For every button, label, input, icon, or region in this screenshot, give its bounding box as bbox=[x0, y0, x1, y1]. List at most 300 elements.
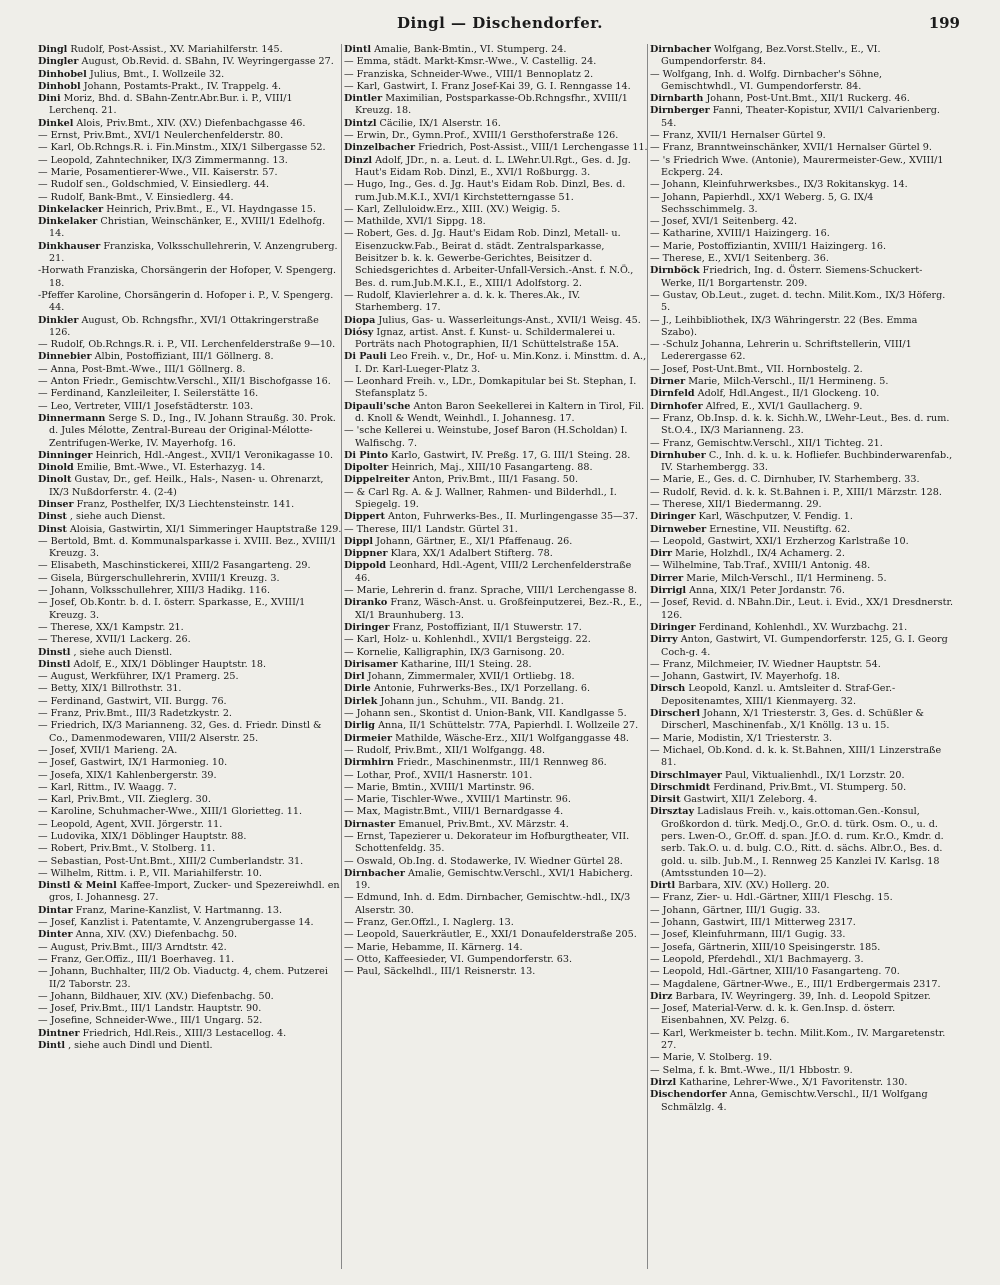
entry-details: Christian, Weinschänker, E., XVIII/1 Edelhofg. 14. bbox=[49, 216, 326, 240]
entry-details: — Ernst, Priv.Bmt., XVI/1 Neulerchenfelderstr. 80. bbox=[38, 130, 284, 142]
entry-surname: Dingl bbox=[38, 44, 68, 55]
directory-entry bbox=[344, 659, 649, 671]
directory-entry bbox=[650, 179, 955, 191]
entry-details: Franz, Marine-Kanzlist, V. Hartmanng. 13. bbox=[75, 904, 282, 916]
entry-details: — Magdalene, Gärtner-Wwe., E., III/1 Erdbergermais 2317. bbox=[650, 978, 941, 990]
directory-entry bbox=[344, 511, 649, 523]
directory-entry bbox=[38, 1028, 343, 1040]
entry-surname: Dirl bbox=[344, 671, 365, 683]
entry-details: — Therese, E., XVI/1 Seitenberg. 36. bbox=[650, 253, 829, 265]
directory-entry bbox=[344, 548, 649, 560]
entry-details: Ferdinand, Priv.Bmt., VI. Stumperg. 50. bbox=[713, 781, 907, 793]
directory-entry bbox=[650, 44, 955, 69]
directory-entry bbox=[650, 1077, 955, 1089]
directory-entry bbox=[38, 93, 343, 118]
directory-entry bbox=[38, 560, 343, 572]
directory-entry bbox=[344, 720, 649, 732]
directory-entry bbox=[344, 892, 649, 917]
entry-details: Adolf, E., XIX/1 Döblinger Hauptstr. 18. bbox=[73, 658, 267, 670]
directory-entry bbox=[344, 56, 649, 68]
directory-entry bbox=[344, 794, 649, 806]
directory-entry bbox=[650, 290, 955, 315]
directory-entry bbox=[650, 892, 955, 904]
directory-entry bbox=[344, 216, 649, 228]
directory-entry bbox=[650, 683, 955, 708]
entry-details: — Karl, Rittm., IV. Waagg. 7. bbox=[38, 781, 177, 793]
entry-details: Johann, X/1 Triesterstr. 3, Ges. d. Schüßler & Dirscherl, Maschinenfab., X/1 Knöllg. 13 u. 15. bbox=[661, 708, 924, 732]
entry-details: — Johann, Bildhauer, XIV. (XV.) Diefenbachg. 50. bbox=[38, 990, 274, 1002]
page-number: 199 bbox=[928, 14, 960, 32]
directory-entry bbox=[38, 696, 343, 708]
entry-surname: Dirsztay bbox=[650, 806, 695, 818]
directory-entry bbox=[650, 93, 955, 105]
entry-details: — Therese, XVII/1 Lackerg. 26. bbox=[38, 634, 191, 646]
directory-entry bbox=[650, 880, 955, 892]
entry-surname: Dirnaster bbox=[344, 818, 396, 830]
directory-entry bbox=[344, 757, 649, 769]
entry-details: — J., Leihbibliothek, IX/3 Währingerstr. 22 (Bes. Emma Szabo). bbox=[650, 314, 918, 338]
entry-surname: Dinstl bbox=[38, 658, 71, 670]
entry-details: Paul, Viktualienhdl., IX/1 Lorzstr. 20. bbox=[725, 769, 905, 781]
entry-details: — Franz, Ob.Insp. d. k. k. Sichh.W., LWehr-Leut., Bes. d. rum. St.O.4., IX/3 Marianneng. 23. bbox=[650, 412, 950, 437]
directory-entry bbox=[38, 351, 343, 363]
directory-entry bbox=[38, 929, 343, 941]
entry-details: Julius, Bmt., I. Wollzeile 32. bbox=[89, 68, 225, 80]
entry-details: — -Schulz Johanna, Lehrerin u. Schriftstellerin, VIII/1 Lederergasse 62. bbox=[650, 339, 912, 363]
entry-details: Heinrich, Priv.Bmt., E., VI. Haydngasse 15. bbox=[106, 203, 316, 215]
entry-details: — Karl, Holz- u. Kohlenhdl., XVII/1 Bergsteigg. 22. bbox=[344, 634, 591, 646]
directory-entry bbox=[38, 573, 343, 585]
entry-details: Anton, Priv.Bmt., III/1 Fasang. 50. bbox=[412, 474, 579, 486]
entry-details: Leonhard, Hdl.-Agent, VIII/2 Lerchenfelderstraße 46. bbox=[355, 560, 632, 584]
directory-entry bbox=[650, 511, 955, 523]
directory-entry bbox=[38, 364, 343, 376]
entry-details: Kaffee-Import, Zucker- und Spezereiwhdl. en gros, I. Johannesg. 27. bbox=[49, 880, 340, 904]
entry-details: Heinrich, Maj., XIII/10 Fasangarteng. 88. bbox=[391, 462, 593, 474]
entry-surname: Dinninger bbox=[38, 449, 93, 461]
directory-entry bbox=[38, 966, 343, 991]
entry-details: Leo Freih. v., Dr., Hof- u. Min.Konz. i. Minsttm. d. A., I. Dr. Karl-Lueger-Platz 3. bbox=[355, 351, 647, 375]
directory-entry bbox=[344, 634, 649, 646]
directory-entry bbox=[344, 585, 649, 597]
entry-details: Johann, Postamts-Prakt., IV. Trappelg. 4. bbox=[83, 80, 282, 92]
entry-details: — August, Werkführer, IX/1 Pramerg. 25. bbox=[38, 671, 239, 683]
directory-entry bbox=[650, 499, 955, 511]
entry-details: — Johann sen., Skontist d. Union-Bank, VII. Kandlgasse 5. bbox=[344, 708, 627, 720]
directory-entry bbox=[650, 438, 955, 450]
entry-details: — Marie, Tischler-Wwe., XVIII/1 Martinstr. 96. bbox=[344, 794, 571, 806]
directory-entry bbox=[650, 548, 955, 560]
entry-details: Anton, Fuhrwerks-Bes., II. Murlingengasse 35—37. bbox=[388, 511, 638, 523]
entry-details: Emanuel, Priv.Bmt., XV. Märzstr. 4. bbox=[398, 818, 569, 830]
directory-entry bbox=[38, 757, 343, 769]
entry-surname: Dirr bbox=[650, 548, 673, 560]
directory-entry bbox=[650, 536, 955, 548]
entry-details: — Robert, Ges. d. Jg. Haut's Eidam Rob. Dinzl, Metall- u. Eisenzuckw.Fab., Beirat d. städt. Zentralsparkasse, Beisitzer b. k. k. Gewerbe-Gerichtes, Beisitzer d. Schiedsgerichtes d. Arbeiter-Unfall-Versich.-Anst. f. N.Ö., Bes. d. rum.Jub.M.K.I., E., XIII/1 Adolfstorg. 2. bbox=[344, 228, 634, 289]
directory-entry bbox=[344, 228, 649, 289]
directory-entry bbox=[344, 142, 649, 154]
directory-entry bbox=[38, 315, 343, 340]
directory-entry bbox=[344, 683, 649, 695]
directory-entry bbox=[650, 1089, 955, 1114]
entry-details: — Kornelie, Kalligraphin, IX/3 Garnisong. 20. bbox=[344, 646, 565, 658]
entry-details: — Ferdinand, Kanzleileiter, I. Seilerstätte 16. bbox=[38, 388, 259, 400]
directory-entry bbox=[650, 991, 955, 1003]
directory-entry bbox=[38, 1040, 343, 1052]
entry-details: — Johann, Kleinfuhrwerksbes., IX/3 Rokitanskyg. 14. bbox=[650, 179, 908, 191]
directory-entry bbox=[38, 905, 343, 917]
entry-details: — Hugo, Ing., Ges. d. Jg. Haut's Eidam Rob. Dinzl, Bes. d. rum.Jub.M.K.I., XVI/1 Kirchstetterngasse 51. bbox=[344, 179, 626, 203]
entry-details: — Franz, XVII/1 Hernalser Gürtel 9. bbox=[650, 130, 826, 142]
entry-details: Mathilde, Wäsche-Erz., XII/1 Wolfganggasse 48. bbox=[395, 732, 629, 744]
entry-surname: Diringer bbox=[650, 511, 696, 523]
entry-surname: Dinstl & Meinl bbox=[38, 880, 117, 892]
directory-entry bbox=[344, 450, 649, 462]
entry-surname: Dinstl bbox=[38, 646, 71, 658]
entry-details: — Johann, Gastwirt, IV. Mayerhofg. 18. bbox=[650, 671, 840, 683]
entry-details: — Karl, Priv.Bmt., VII. Zieglerg. 30. bbox=[38, 794, 211, 806]
entry-surname: Dirnhuber bbox=[650, 449, 706, 461]
directory-entry bbox=[650, 1065, 955, 1077]
entry-details: — Therese, III/1 Landstr. Gürtel 31. bbox=[344, 523, 518, 535]
directory-entry bbox=[38, 499, 343, 511]
directory-entry bbox=[344, 831, 649, 856]
entry-details: Fanni, Theater-Kopistur, XVII/1 Calvarienberg. 54. bbox=[661, 105, 940, 129]
directory-entry bbox=[344, 69, 649, 81]
entry-details: — Edmund, Inh. d. Edm. Dirnbacher, Gemischtw.-hdl., IX/3 Alserstr. 30. bbox=[344, 892, 631, 916]
directory-entry bbox=[38, 942, 343, 954]
directory-entry bbox=[38, 806, 343, 818]
entry-details: Albin, Postoffiziant, III/1 Göllnerg. 8. bbox=[94, 351, 274, 363]
entry-surname: Dirsch bbox=[650, 683, 686, 695]
entry-surname: Dintl bbox=[344, 44, 372, 55]
entry-details: Rudolf, Post-Assist., XV. Mariahilferstr. 145. bbox=[70, 44, 283, 55]
directory-entry bbox=[344, 81, 649, 93]
entry-surname: Diringer bbox=[650, 621, 696, 633]
entry-details: Heinrich, Hdl.-Angest., XVII/1 Veronikagasse 10. bbox=[95, 449, 334, 461]
directory-entry bbox=[650, 364, 955, 376]
directory-entry bbox=[650, 69, 955, 94]
entry-surname: Dirnbacher bbox=[344, 867, 405, 879]
entry-details: Friedr., Maschinenmstr., III/1 Rennweg 86. bbox=[396, 757, 607, 769]
directory-entry bbox=[344, 560, 649, 585]
entry-details: Katharine, Lehrer-Wwe., X/1 Favoritenstr. 130. bbox=[679, 1076, 908, 1088]
entry-details: Karlo, Gastwirt, IV. Preßg. 17, G. III/1 Steing. 28. bbox=[391, 449, 631, 461]
directory-entry bbox=[650, 155, 955, 180]
entry-surname: Dinst bbox=[38, 523, 67, 535]
directory-entry bbox=[38, 683, 343, 695]
entry-surname: Dinnebier bbox=[38, 351, 92, 363]
entry-details: — Lothar, Prof., XVII/1 Hasnerstr. 101. bbox=[344, 769, 533, 781]
entry-details: — 'sche Kellerei u. Weinstube, Josef Baron (H.Scholdan) I. Walfischg. 7. bbox=[344, 425, 628, 449]
entry-details: Franz, Posthelfer, IX/3 Liechtensteinstr. 141. bbox=[76, 498, 295, 510]
entry-surname: Dirner bbox=[650, 376, 686, 388]
entry-details: -Pfeffer Karoline, Chorsängerin d. Hofoper i. P., V. Spengerg. 44. bbox=[38, 289, 334, 314]
entry-details: Amalie, Gemischtw.Verschl., XVI/1 Habicherg. 19. bbox=[355, 867, 633, 892]
entry-details: — Rudolf, Klavierlehrer a. d. k. k. Theres.Ak., IV. Starhemberg. 17. bbox=[344, 289, 581, 314]
entry-details: — Johann, Papierhdl., XX/1 Weberg. 5, G. IX/4 Sechsschimmelg. 3. bbox=[650, 191, 874, 215]
entry-surname: Dippl bbox=[344, 535, 374, 547]
directory-entry bbox=[344, 733, 649, 745]
entry-details: — Friedrich, IX/3 Marianneng. 32, Ges. d. Friedr. Dinstl & Co., Damenmodewaren, VIII/2 Alserstr. 25. bbox=[38, 720, 322, 744]
entry-details: Anna, Gemischtw.Verschl., II/1 Wolfgang Schmälzlg. 4. bbox=[661, 1089, 928, 1113]
directory-entry bbox=[38, 917, 343, 929]
directory-entry bbox=[650, 413, 955, 438]
directory-entry bbox=[38, 954, 343, 966]
directory-entry bbox=[344, 351, 649, 376]
entry-details: — Marie, Posamentierer-Wwe., VII. Kaiserstr. 57. bbox=[38, 166, 278, 178]
entry-surname: Dischendorfer bbox=[650, 1089, 727, 1101]
directory-entry bbox=[344, 806, 649, 818]
entry-details: — Karl, Gastwirt, I. Franz Josef-Kai 39, G. I. Renngasse 14. bbox=[344, 80, 631, 92]
entry-details: , siehe auch Dienst. bbox=[69, 511, 166, 523]
entry-surname: Dirzl bbox=[650, 1076, 677, 1088]
directory-entry bbox=[38, 155, 343, 167]
entry-surname: Dintner bbox=[38, 1027, 80, 1039]
entry-surname: Dinkelaker bbox=[38, 216, 98, 228]
entry-details: — Robert, Priv.Bmt., V. Stolberg. 11. bbox=[38, 843, 216, 855]
directory-entry bbox=[650, 524, 955, 536]
entry-details: — Johann, Buchhalter, III/2 Ob. Viaductg. 4, chem. Putzerei II/2 Taborstr. 23. bbox=[38, 966, 328, 990]
entry-details: Johann, Zimmermaler, XVII/1 Ortliebg. 18. bbox=[367, 671, 575, 683]
entry-details: Alois, Priv.Bmt., XIV. (XV.) Diefenbachgasse 46. bbox=[76, 117, 306, 129]
directory-entry bbox=[344, 856, 649, 868]
directory-entry bbox=[38, 413, 343, 450]
directory-entry bbox=[344, 425, 649, 450]
directory-entry bbox=[344, 868, 649, 893]
entry-details: — Betty, XIX/1 Billrothstr. 31. bbox=[38, 683, 182, 695]
directory-entry bbox=[38, 634, 343, 646]
entry-details: Marie, Milch-Verschl., II/1 Hermineng. 5. bbox=[688, 376, 889, 388]
entry-details: — Gustav, Ob.Leut., zuget. d. techn. Milit.Kom., IX/3 Höferg. 5. bbox=[650, 289, 946, 314]
entry-surname: Dirmhirn bbox=[344, 757, 394, 769]
entry-details: August, Ob. Rchngsfhr., XVI/1 Ottakringerstraße 126. bbox=[49, 314, 319, 338]
directory-entry bbox=[344, 44, 649, 56]
entry-details: Serge S. D., Ing., IV. Johann Straußg. 30. Prok. d. Jules Mélotte, Zentral-Bureau der Original-Mélotte-Zentrifugen-Werke, IV. Mayerhofg. 16. bbox=[49, 412, 336, 449]
directory-entry bbox=[650, 929, 955, 941]
entry-details: Antonie, Fuhrwerks-Bes., IX/1 Porzellang. 6. bbox=[373, 683, 591, 695]
entry-details: Franziska, Volksschullehrerin, V. Anzengruberg. 21. bbox=[49, 240, 338, 265]
directory-entry bbox=[650, 216, 955, 228]
directory-entry bbox=[344, 474, 649, 486]
entry-surname: Diopa bbox=[344, 314, 376, 326]
directory-entry bbox=[344, 130, 649, 142]
directory-entry bbox=[38, 659, 343, 671]
entry-details: Marie, Milch-Verschl., II/1 Hermineng. 5. bbox=[686, 572, 887, 584]
entry-surname: Dinolt bbox=[38, 474, 72, 486]
entry-surname: Dintler bbox=[344, 93, 383, 105]
directory-entry bbox=[38, 819, 343, 831]
entry-details: — Oswald, Ob.Ing. d. Stodawerke, IV. Wiedner Gürtel 28. bbox=[344, 855, 623, 867]
entry-details: — Franz, Ger.Offzl., I. Naglerg. 13. bbox=[344, 917, 514, 929]
entry-details: — Anton Friedr., Gemischtw.Verschl., XII/1 Bischofgasse 16. bbox=[38, 376, 331, 388]
directory-entry bbox=[344, 745, 649, 757]
directory-entry bbox=[38, 265, 343, 290]
entry-details: — Michael, Ob.Kond. d. k. k. St.Bahnen, XIII/1 Linzerstraße 81. bbox=[650, 744, 942, 769]
directory-entry bbox=[38, 241, 343, 266]
entry-details: — Rudolf sen., Goldschmied, V. Einsiedlerg. 44. bbox=[38, 179, 270, 191]
directory-entry bbox=[38, 745, 343, 757]
directory-entry bbox=[650, 794, 955, 806]
entry-details: — Marie, Postoffiziantin, XVIII/1 Haizingerg. 16. bbox=[650, 240, 886, 252]
entry-details: Katharine, III/1 Steing. 28. bbox=[400, 658, 532, 670]
entry-details: — Leopold, Hdl.-Gärtner, XIII/10 Fasangarteng. 70. bbox=[650, 966, 900, 978]
entry-details: Ladislaus Freih. v., kais.ottoman.Gen.-Konsul, Großkordon d. türk. Medj.O., Gr.O. d. türk. Osm. O., u. d. pers. Lwen-O., Gr.Off. d. span. Jf.O. d. rum. Kr.O., Kmdr. d. serb. Tak.O. u. d. bulg. C.O., Ritt. d. sächs. Albr.O., Bes. d. gold. u. silb. Jub.M., I. Rennweg 25 Kanzlei IV. Karlsg. 18 (Amtsstunden 10—2). bbox=[661, 806, 944, 879]
entry-details: — Mathilde, XVI/1 Sippg. 18. bbox=[344, 216, 486, 228]
directory-entry bbox=[344, 966, 649, 978]
entry-surname: Dirnbarth bbox=[650, 93, 704, 105]
entry-surname: Dipauli'sche bbox=[344, 400, 411, 412]
entry-details: Johann jun., Schuhm., VII. Bandg. 21. bbox=[380, 695, 564, 707]
directory-entry bbox=[650, 401, 955, 413]
directory-entry bbox=[344, 708, 649, 720]
entry-details: Franz, Wäsch-Anst. u. Großfeinputzerei, Bez.-R., E., XI/1 Braunhuberg. 13. bbox=[355, 597, 643, 621]
entry-details: — Marie, E., Ges. d. C. Dirnhuber, IV. Starhemberg. 33. bbox=[650, 474, 920, 486]
entry-surname: Dintl bbox=[38, 1040, 66, 1052]
entry-details: C., Inh. d. k. u. k. Hofliefer. Buchbinderwarenfab., IV. Starhembergg. 33. bbox=[661, 449, 953, 474]
directory-entry bbox=[650, 917, 955, 929]
entry-surname: Dintar bbox=[38, 904, 73, 916]
directory-entry bbox=[38, 597, 343, 622]
entry-details: — Max, Magistr.Bmt., VIII/1 Bernardgasse 4. bbox=[344, 806, 564, 818]
entry-surname: Dinzl bbox=[344, 154, 373, 166]
entry-details: — Emma, städt. Markt-Kmsr.-Wwe., V. Castellig. 24. bbox=[344, 56, 597, 68]
entry-details: — Bertold, Bmt. d. Kommunalsparkasse i. XVIII. Bez., XVIII/1 Kreuzg. 3. bbox=[38, 535, 337, 560]
entry-surname: Dirrer bbox=[650, 572, 684, 584]
entry-details: Aloisia, Gastwirtin, XI/1 Simmeringer Hauptstraße 129. bbox=[69, 523, 342, 535]
entry-details: Moriz, Bhd. d. SBahn-Zentr.Abr.Bur. i. P., VIII/1 Lerchenq. 21. bbox=[49, 93, 293, 117]
entry-details: — Marie, Modistin, X/1 Triesterstr. 3. bbox=[650, 732, 833, 744]
entry-surname: Dirschlmayer bbox=[650, 769, 722, 781]
entry-details: — Josef, Priv.Bmt., III/1 Landstr. Hauptstr. 90. bbox=[38, 1003, 262, 1015]
directory-entry bbox=[650, 634, 955, 659]
entry-details: Alfred, E., XVI/1 Gaullacherg. 9. bbox=[705, 400, 863, 412]
directory-entry bbox=[38, 856, 343, 868]
directory-entry bbox=[38, 782, 343, 794]
entry-details: — Josef, Kleinfuhrmann, III/1 Gugig. 33. bbox=[650, 929, 846, 941]
directory-entry bbox=[344, 524, 649, 536]
entry-surname: Dinter bbox=[38, 929, 73, 941]
entry-details: — Sebastian, Post-Unt.Bmt., XIII/2 Cumberlandstr. 31. bbox=[38, 855, 304, 867]
entry-details: — Wolfgang, Inh. d. Wolfg. Dirnbacher's Söhne, Gemischtwhdl., VI. Gumpendorferstr. 84. bbox=[650, 68, 883, 92]
directory-entry bbox=[650, 105, 955, 130]
directory-entry bbox=[650, 597, 955, 622]
directory-column-1 bbox=[38, 44, 343, 1269]
entry-surname: Diringer bbox=[344, 621, 390, 633]
entry-details: Ferdinand, Kohlenhdl., XV. Wurzbachg. 21. bbox=[698, 621, 908, 633]
entry-surname: Dirtl bbox=[650, 880, 676, 892]
entry-details: — Rudolf, Ob.Rchngs.R. i. P., VII. Lerchenfelderstraße 9—10. bbox=[38, 339, 336, 351]
directory-entry bbox=[38, 179, 343, 191]
directory-entry bbox=[38, 843, 343, 855]
entry-details: Cäcilie, IX/1 Alserstr. 16. bbox=[379, 117, 501, 129]
directory-entry bbox=[650, 192, 955, 217]
directory-entry bbox=[38, 401, 343, 413]
directory-entry bbox=[38, 536, 343, 561]
entry-details: Maximilian, Postsparkasse-Ob.Rchngsfhr., XVIII/1 Kreuzg. 18. bbox=[355, 93, 628, 117]
entry-details: Barbara, IV. Weyringerg. 39, Inh. d. Leopold Spitzer. bbox=[675, 990, 931, 1002]
directory-entry bbox=[650, 942, 955, 954]
entry-details: — Karl, Werkmeister b. techn. Milit.Kom., IV. Margaretenstr. 27. bbox=[650, 1027, 946, 1052]
entry-details: — Ferdinand, Gastwirt, VII. Burgg. 76. bbox=[38, 695, 227, 707]
entry-surname: Dipolter bbox=[344, 462, 389, 474]
entry-surname: Dirschmidt bbox=[650, 781, 711, 793]
directory-entry bbox=[38, 991, 343, 1003]
entry-details: Friedrich, Hdl.Reis., XIII/3 Lestacellog. 4. bbox=[82, 1027, 287, 1039]
entry-surname: Dirz bbox=[650, 990, 673, 1002]
directory-entry bbox=[38, 376, 343, 388]
entry-details: — Gisela, Bürgerschullehrerin, XVIII/1 Kreuzg. 3. bbox=[38, 572, 280, 584]
entry-surname: Dirlig bbox=[344, 720, 376, 732]
entry-surname: Dirscherl bbox=[650, 708, 701, 720]
entry-surname: Dirry bbox=[650, 634, 678, 646]
directory-entry bbox=[38, 831, 343, 843]
entry-details: Anton, Gastwirt, VI. Gumpendorferstr. 125, G. I. Georg Coch-g. 4. bbox=[661, 634, 948, 658]
directory-entry bbox=[344, 770, 649, 782]
directory-entry bbox=[38, 794, 343, 806]
entry-details: Friedrich, Post-Assist., VIII/1 Lerchengasse 11. bbox=[418, 142, 648, 154]
entry-details: — Josef, Gastwirt, IX/1 Harmonieg. 10. bbox=[38, 757, 228, 769]
directory-entry bbox=[344, 290, 649, 315]
directory-entry bbox=[38, 770, 343, 782]
directory-entry bbox=[650, 770, 955, 782]
entry-surname: Dirlek bbox=[344, 695, 378, 707]
entry-surname: Di Pauli bbox=[344, 351, 387, 363]
directory-entry bbox=[650, 733, 955, 745]
entry-surname: Dirnbacher bbox=[650, 44, 711, 55]
directory-entry bbox=[650, 954, 955, 966]
entry-details: — Rudolf, Revid. d. k. k. St.Bahnen i. P., XIII/1 Märzstr. 128. bbox=[650, 486, 942, 498]
entry-details: — Leopold, Zahntechniker, IX/3 Zimmermanng. 13. bbox=[38, 154, 288, 166]
directory-entry bbox=[650, 1052, 955, 1064]
directory-entry bbox=[650, 253, 955, 265]
directory-entry bbox=[650, 560, 955, 572]
entry-surname: Dini bbox=[38, 93, 61, 105]
directory-column-3 bbox=[650, 44, 955, 1269]
directory-entry bbox=[344, 179, 649, 204]
entry-details: — Otto, Kaffeesieder, VI. Gumpendorferstr. 63. bbox=[344, 953, 573, 965]
entry-details: — Franziska, Schneider-Wwe., VIII/1 Bennoplatz 2. bbox=[344, 68, 594, 80]
directory-entry bbox=[344, 204, 649, 216]
directory-entry bbox=[344, 327, 649, 352]
directory-entry bbox=[38, 1003, 343, 1015]
directory-entry bbox=[650, 966, 955, 978]
entry-details: — Rudolf, Bank-Bmt., V. Einsiedlerg. 44. bbox=[38, 191, 234, 203]
entry-details: — Therese, XX/1 Kampstr. 21. bbox=[38, 621, 184, 633]
directory-entry bbox=[344, 401, 649, 426]
directory-entry bbox=[650, 659, 955, 671]
directory-entry bbox=[38, 167, 343, 179]
directory-entry bbox=[38, 462, 343, 474]
entry-details: — Josef, Material-Verw. d. k. k. Gen.Insp. d. österr. Eisenbahnen, XV. Pelzg. 6. bbox=[650, 1003, 896, 1027]
directory-entry bbox=[344, 929, 649, 941]
entry-details: — Franz, Gemischtw.Verschl., XII/1 Tichteg. 21. bbox=[650, 437, 883, 449]
entry-details: — Marie, V. Stolberg. 19. bbox=[650, 1052, 773, 1064]
entry-details: — Katharine, XVIII/1 Haizingerg. 16. bbox=[650, 228, 830, 240]
entry-details: — Josef, Revid. d. NBahn.Dir., Leut. i. Evid., XX/1 Dresdnerstr. 126. bbox=[650, 597, 954, 621]
directory-entry bbox=[38, 192, 343, 204]
entry-surname: Dinold bbox=[38, 462, 74, 474]
directory-entry bbox=[650, 130, 955, 142]
directory-entry bbox=[650, 241, 955, 253]
entry-surname: Dinhobl bbox=[38, 80, 81, 92]
directory-entry bbox=[344, 155, 649, 180]
directory-entry bbox=[38, 647, 343, 659]
entry-surname: Dirsit bbox=[650, 794, 681, 806]
entry-details: — Karl, Ob.Rchngs.R. i. Fin.Minstm., XIX/1 Silbergasse 52. bbox=[38, 142, 326, 154]
entry-details: — Marie, Bmtin., XVIII/1 Martinstr. 96. bbox=[344, 781, 535, 793]
entry-details: , siehe auch Dienstl. bbox=[73, 646, 173, 658]
